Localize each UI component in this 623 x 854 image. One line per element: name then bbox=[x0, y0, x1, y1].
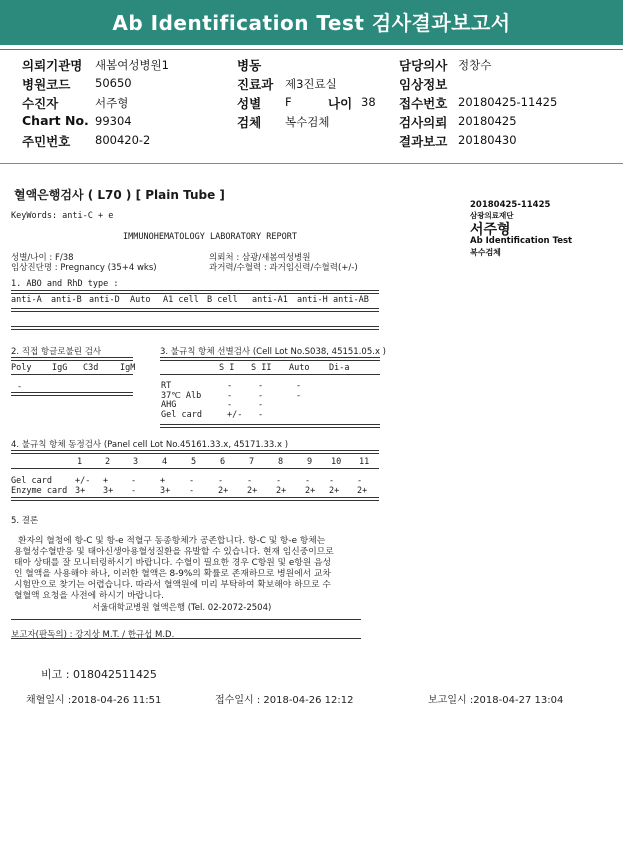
sec1-col-header: anti-AB bbox=[333, 295, 369, 305]
label-sex: 성별 bbox=[237, 96, 262, 111]
sec4-cell: 2+ bbox=[357, 486, 368, 496]
sec2-value: - bbox=[17, 382, 23, 392]
sec4-cell-number: 10 bbox=[331, 457, 342, 467]
sec2-col-header: C3d bbox=[83, 363, 99, 373]
sec5-line-6: 혈혈액 요청을 사전에 하시기 바랍니다. bbox=[14, 591, 164, 601]
doc-sex-age: 성별/나이 : F/38 bbox=[11, 253, 74, 263]
value-reported: 20180430 bbox=[458, 133, 517, 147]
reporter-rule bbox=[11, 638, 361, 639]
sec3-phase-label: 37℃ Alb bbox=[161, 390, 202, 401]
doc-reporter: 보고자(판독의) : 강지상 M.T. / 한규섭 M.D. bbox=[11, 630, 175, 640]
label-requested: 검사의뢰 bbox=[399, 115, 448, 130]
label-department: 진료과 bbox=[237, 77, 274, 92]
value-institution: 새봄여성병원1 bbox=[95, 58, 169, 72]
value-resident-no: 800420-2 bbox=[95, 133, 151, 147]
sec5-line-3: 태아 상태를 잘 모니터링하시기 바랍니다. 수혈이 필요한 경우 C항원 및 e항원 음성 bbox=[14, 558, 332, 568]
sec2-col-header: IgM bbox=[120, 363, 136, 373]
sec4-cell-number: 9 bbox=[307, 457, 313, 467]
sec4-cell: - bbox=[189, 476, 195, 486]
sec3-cell: - bbox=[258, 381, 264, 391]
sec3-cell: +/- bbox=[227, 409, 243, 420]
stamp-patient: 서주형 bbox=[470, 222, 511, 238]
sec3-col-header: S II bbox=[251, 363, 272, 373]
sec4-cell: - bbox=[218, 476, 224, 486]
value-age: 38 bbox=[361, 95, 376, 109]
sec4-cell: 3+ bbox=[75, 486, 86, 496]
sec3-cell: - bbox=[227, 400, 233, 410]
footer-received: 접수일시 : 2018-04-26 12:12 bbox=[215, 695, 354, 706]
label-specimen: 검체 bbox=[237, 115, 262, 130]
sec4-cell-number: 1 bbox=[77, 457, 83, 467]
stamp-test: Ab Identification Test bbox=[470, 236, 573, 246]
label-clinical-info: 임상정보 bbox=[399, 77, 448, 92]
sec2-col-header: Poly bbox=[11, 363, 32, 373]
sec1-col-header: anti-D bbox=[89, 295, 120, 305]
report-title: Ab Identification Test 검사결과보고서 bbox=[0, 0, 623, 45]
title-underline bbox=[0, 49, 623, 50]
stamp-accession: 20180425-11425 bbox=[470, 200, 551, 210]
label-ward: 병동 bbox=[237, 58, 262, 73]
sec4-cell-number: 6 bbox=[220, 457, 226, 467]
value-department: 제3진료실 bbox=[285, 77, 337, 91]
sec4-cell: 2+ bbox=[247, 486, 258, 496]
sec4-cell: 3+ bbox=[160, 486, 171, 496]
sec1-col-header: anti-A1 bbox=[252, 295, 288, 305]
sec4-cell: - bbox=[247, 476, 253, 486]
sec4-title: 4. 불규칙 항체 동정검사 (Panel cell Lot No.45161.33.x, 45171.33.x ) bbox=[11, 440, 289, 450]
footer-reported: 보고일시 :2018-04-27 13:04 bbox=[428, 695, 564, 706]
sec4-cell-number: 4 bbox=[162, 457, 168, 467]
sec4-cell: 2+ bbox=[305, 486, 316, 496]
sec4-cell: +/- bbox=[75, 476, 91, 486]
sec4-cell: - bbox=[276, 476, 282, 486]
sec1-col-header: anti-B bbox=[51, 295, 82, 305]
label-resident-no: 주민번호 bbox=[22, 134, 71, 149]
header-separator bbox=[0, 163, 623, 164]
sec4-cell: + bbox=[160, 476, 166, 486]
sec4-cell-number: 2 bbox=[105, 457, 111, 467]
sec5-line-1: 환자의 혈청에 항-C 및 항-e 적혈구 동종항체가 공존합니다. 항-C 및 항-e 항체는 bbox=[18, 536, 326, 546]
sec4-cell-number: 11 bbox=[359, 457, 370, 467]
label-patient: 수진자 bbox=[22, 96, 59, 111]
sec1-rule-bottom bbox=[11, 326, 379, 330]
sec1-title: 1. ABO and RhD type : bbox=[11, 279, 119, 289]
doc-requester: 의뢰처 : 삼광/새봄여성병원 bbox=[209, 253, 311, 263]
label-reported: 결과보고 bbox=[399, 134, 448, 149]
sec4-cell-number: 3 bbox=[133, 457, 139, 467]
sec4-cell: 2+ bbox=[218, 486, 229, 496]
sec1-col-header: anti-H bbox=[297, 295, 328, 305]
sec4-rule-top bbox=[11, 450, 379, 454]
sec4-cell-number: 7 bbox=[249, 457, 255, 467]
label-age: 나이 bbox=[328, 96, 353, 111]
sec3-cell: - bbox=[258, 390, 264, 401]
sec4-cell: 2+ bbox=[329, 486, 340, 496]
value-chart-no: 99304 bbox=[95, 114, 132, 128]
sec4-cell: - bbox=[357, 476, 363, 486]
sec4-cell: 2+ bbox=[276, 486, 287, 496]
sec4-row-label: Gel card bbox=[11, 476, 52, 486]
sec1-col-header: A1 cell bbox=[163, 295, 199, 305]
sec1-col-header: anti-A bbox=[11, 295, 42, 305]
sec3-cell: - bbox=[258, 409, 264, 420]
sec3-rule-top bbox=[160, 357, 380, 361]
sec3-phase-label: Gel card bbox=[161, 409, 202, 420]
sec3-title: 3. 불규칙 항체 선별검사 (Cell Lot No.S038, 45151.05.x ) bbox=[160, 347, 386, 357]
sec4-cell-number: 5 bbox=[191, 457, 197, 467]
value-doctor: 정창수 bbox=[458, 58, 492, 72]
sec4-row-label: Enzyme card bbox=[11, 486, 68, 496]
doc-history: 과거력/수혈력 : 과거임신력/수혈력(+/-) bbox=[209, 263, 358, 273]
value-specimen: 복수검체 bbox=[285, 115, 330, 129]
label-hospital-code: 병원코드 bbox=[22, 77, 71, 92]
sec4-cell: - bbox=[305, 476, 311, 486]
sec5-rule bbox=[11, 619, 361, 620]
footer-note: 비고 : 018042511425 bbox=[41, 668, 157, 681]
label-institution: 의뢰기관명 bbox=[22, 58, 83, 73]
sec1-col-header: B cell bbox=[207, 295, 238, 305]
sec4-cell: + bbox=[103, 476, 109, 486]
sec3-col-header: Di-a bbox=[329, 363, 350, 373]
sec5-line-4: 인 혈액을 사용해야 하나, 이러한 혈액은 8-9%의 확률로 존재하므로 병원에서 교차 bbox=[14, 569, 331, 579]
sec3-phase-label: AHG bbox=[161, 400, 177, 410]
value-hospital-code: 50650 bbox=[95, 76, 132, 90]
sec4-cell: - bbox=[131, 476, 137, 486]
sec4-cell: - bbox=[189, 486, 195, 496]
sec2-rule-mid bbox=[11, 374, 133, 375]
sec2-col-header: IgG bbox=[52, 363, 68, 373]
sec5-line-5: 시험만으로 찾기는 어렵습니다. 따라서 혈액원에 미리 부탁하여 확보해야 하므로 수 bbox=[14, 580, 331, 590]
doc-heading: 혈액은행검사 ( L70 ) [ Plain Tube ] bbox=[14, 188, 225, 202]
sec3-col-header: S I bbox=[219, 363, 235, 373]
sec3-cell: - bbox=[258, 400, 264, 410]
footer-collected: 채혈일시 :2018-04-26 11:51 bbox=[26, 695, 162, 706]
value-sex: F bbox=[285, 95, 292, 109]
sec4-rule-mid bbox=[11, 468, 379, 469]
label-chart-no: Chart No. bbox=[22, 113, 89, 128]
sec3-cell: - bbox=[296, 381, 302, 391]
sec3-col-header: Auto bbox=[289, 363, 310, 373]
sec2-title: 2. 직접 항글로불린 검사 bbox=[11, 347, 102, 357]
value-requested: 20180425 bbox=[458, 114, 517, 128]
label-doctor: 담당의사 bbox=[399, 58, 448, 73]
sec3-phase-label: RT bbox=[161, 381, 172, 391]
sec1-rule-mid bbox=[11, 308, 379, 312]
label-accession: 접수번호 bbox=[399, 96, 448, 111]
sec1-col-header: Auto bbox=[130, 295, 151, 305]
doc-keywords: KeyWords: anti-C + e bbox=[11, 211, 114, 221]
doc-lab-report: IMMUNOHEMATOLOGY LABORATORY REPORT bbox=[123, 232, 297, 242]
stamp-specimen: 복수검체 bbox=[470, 248, 501, 257]
sec3-cell: - bbox=[296, 390, 302, 401]
sec4-rule-bottom bbox=[11, 497, 379, 501]
stamp-institute: 삼광의료재단 bbox=[470, 211, 514, 220]
value-patient: 서주형 bbox=[95, 96, 129, 110]
sec4-cell-number: 8 bbox=[278, 457, 284, 467]
sec2-rule-top bbox=[11, 357, 133, 361]
sec3-cell: - bbox=[227, 381, 233, 391]
value-accession: 20180425-11425 bbox=[458, 95, 558, 109]
sec3-rule-mid bbox=[160, 374, 380, 375]
sec2-rule-bottom bbox=[11, 392, 133, 396]
sec4-cell: - bbox=[131, 486, 137, 496]
sec4-cell: - bbox=[329, 476, 335, 486]
sec3-rule-bottom bbox=[160, 424, 380, 428]
doc-clinical-dx: 임상진단명 : Pregnancy (35+4 wks) bbox=[11, 263, 157, 273]
sec5-signature: 서울대학교병원 혈액은행 (Tel. 02-2072-2504) bbox=[92, 603, 272, 613]
sec4-cell: 3+ bbox=[103, 486, 114, 496]
scanned-report bbox=[0, 170, 623, 854]
sec5-line-2: 용혈성수혈반응 및 태아신생아용혈성질환을 유발할 수 있습니다. 현재 임신중이므로 bbox=[14, 547, 334, 557]
sec3-cell: - bbox=[227, 390, 233, 401]
sec5-title: 5. 결론 bbox=[11, 516, 39, 526]
sec1-rule-top bbox=[11, 290, 379, 294]
